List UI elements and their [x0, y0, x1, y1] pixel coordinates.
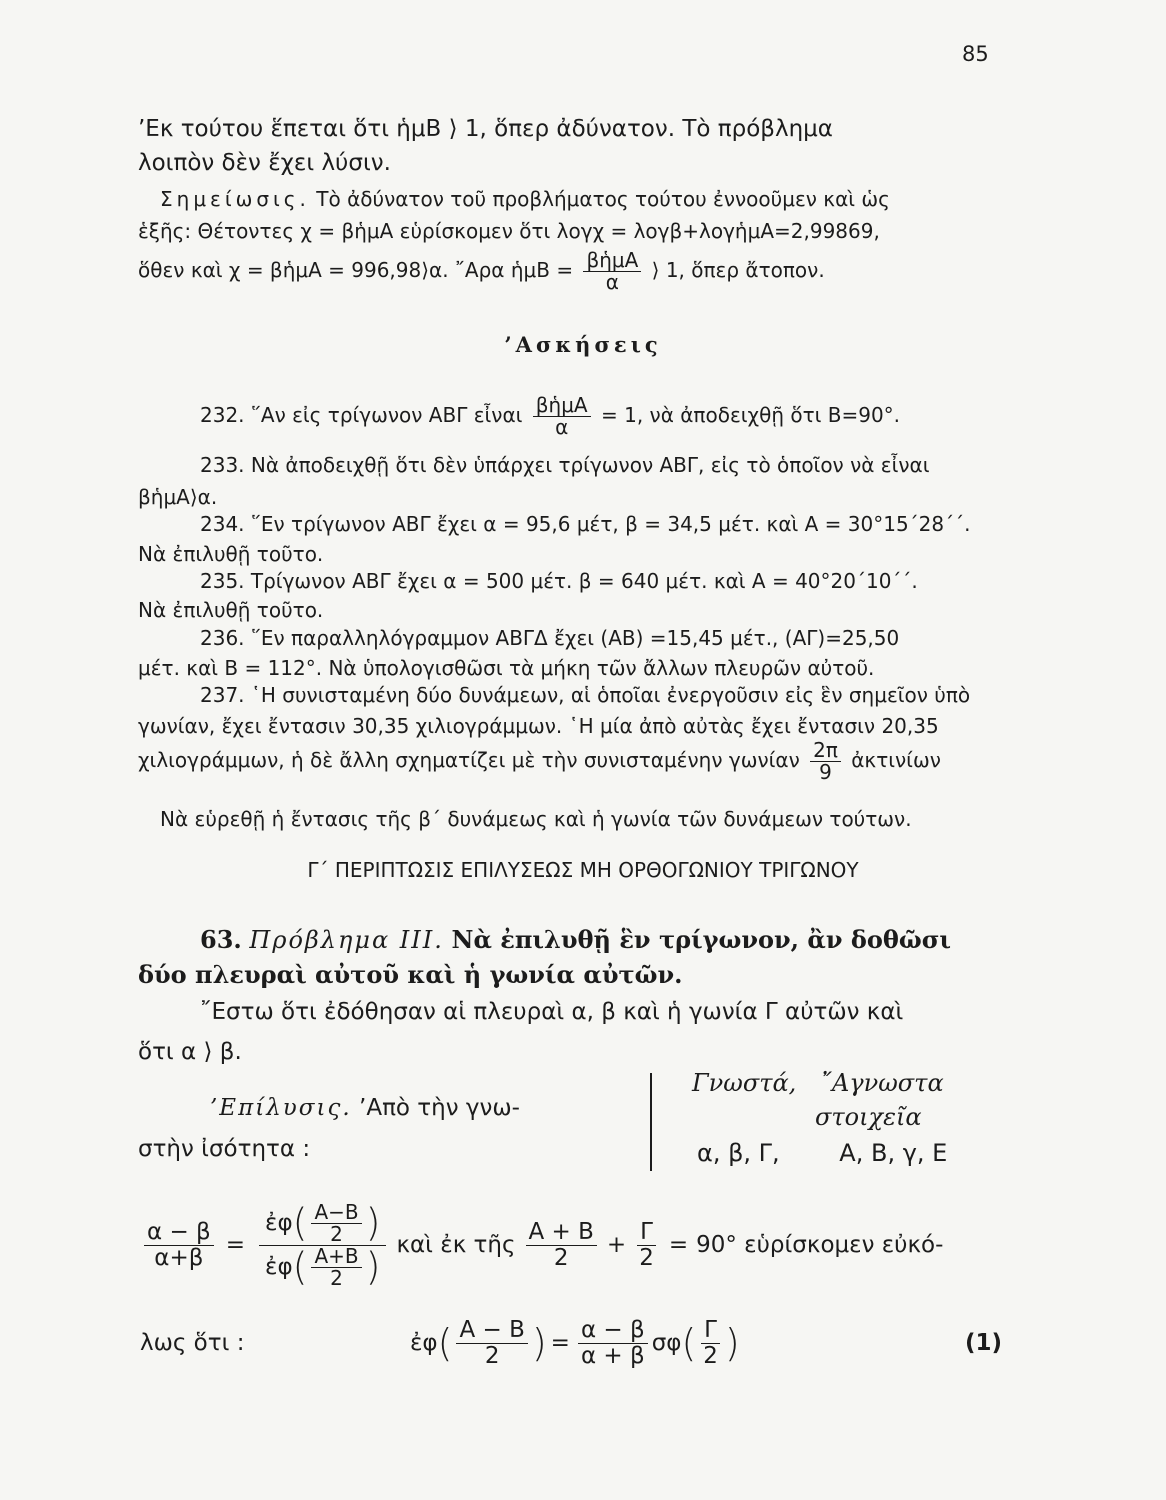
equals-sign: =: [668, 1232, 689, 1258]
exercise-236-line: μέτ. καὶ Β = 112°. Νὰ ὑπολογισθῶσι τὰ μήκη τῶν ἄλλων πλευρῶν αὐτοῦ.: [138, 656, 875, 680]
denominator: 2: [703, 1342, 718, 1369]
note-text: ⟩ 1, ὅπερ ἄτοπον.: [651, 258, 825, 282]
denominator: 2: [330, 1265, 343, 1290]
note-text: Τὸ ἀδύνατον τοῦ προβλήματος τούτου ἐννοοῦμεν καὶ ὡς: [316, 187, 890, 211]
problem-label: Πρόβλημα ΙΙΙ.: [249, 926, 444, 954]
formula-text: καὶ ἐκ τῆς: [396, 1232, 516, 1258]
denominator: α: [605, 270, 619, 294]
fraction: [311, 1199, 361, 1246]
equation-tag: (1): [964, 1330, 1002, 1356]
fraction: [810, 740, 841, 783]
cot-symbol: σφ: [651, 1330, 682, 1356]
table-values: [697, 1138, 947, 1168]
fraction: [526, 1220, 597, 1269]
exercise-234-line: 234. ῞Εν τρίγωνον ΑΒΓ ἔχει α = 95,6 μέτ, β = 34,5 μέτ. καὶ Α = 30°15΄28΄΄.: [200, 512, 971, 536]
exercise-text: 232. ῞Αν εἰς τρίγωνον ΑΒΓ εἶναι: [200, 403, 523, 427]
problem-text: δύο πλευραὶ αὐτοῦ καὶ ἡ γωνία αὐτῶν.: [138, 960, 683, 989]
equals-sign: =: [550, 1330, 570, 1356]
given-line: ὅτι α ⟩ β.: [138, 1039, 242, 1065]
unknown-header: ῎Αγνωστα: [819, 1069, 944, 1097]
solution-line: [210, 1093, 520, 1123]
numerator: 2π: [810, 740, 841, 762]
table-subheader: στοιχεῖα: [815, 1103, 922, 1131]
numerator: Γ: [637, 1220, 656, 1245]
fraction: [144, 1220, 214, 1269]
tangent-numerator: ἐφ( $\frac{A-B}{2}$ ): [259, 1202, 386, 1246]
denominator: α + β: [580, 1342, 645, 1369]
solution-label: ’Επίλυσις.: [210, 1095, 352, 1121]
exercise-233-line: 233. Νὰ ἀποδειχθῇ ὅτι δὲν ὑπάρχει τρίγωνον ΑΒΓ, εἰς τὸ ὁποῖον νὰ εἶναι: [200, 453, 930, 477]
denominator: 2: [330, 1221, 343, 1246]
exercise-234-line: Νὰ ἐπιλυθῇ τοῦτο.: [138, 542, 324, 566]
known-header: Γνωστά,: [692, 1069, 797, 1097]
exercise-237-line: Νὰ εὑρεθῇ ἡ ἔντασις τῆς β΄ δυνάμεως καὶ ἡ γωνία τῶν δυνάμεων τούτων.: [160, 807, 912, 831]
tan-symbol: ἐφ: [410, 1330, 438, 1356]
tan-symbol: ἐφ: [265, 1209, 293, 1236]
exercise-237-line: 237. ῾Η συνισταμένη δύο δυνάμεων, αἱ ὁποῖαι ἐνεργοῦσιν εἰς ἓν σημεῖον ὑπὸ: [200, 683, 971, 707]
denominator: 2: [553, 1244, 569, 1271]
exercise-text: ἀκτινίων: [851, 748, 941, 772]
problem-title: [200, 925, 951, 955]
problem-number: 63.: [200, 925, 242, 954]
formula-text: 90° εὑρίσκομεν εὐκό-: [696, 1232, 944, 1258]
table-divider: [650, 1073, 652, 1171]
equals-sign: =: [225, 1232, 246, 1258]
known-values: α, β, Γ,: [697, 1139, 780, 1167]
numerator: α − β: [578, 1318, 648, 1343]
denominator: 9: [819, 760, 832, 784]
exercise-text: χιλιογράμμων, ἡ δὲ ἄλλη σχηματίζει μὲ τὴν συνισταμένην γωνίαν: [138, 748, 800, 772]
solution-text: ’Απὸ τὴν γνω-: [359, 1095, 520, 1121]
denominator: 2: [484, 1342, 500, 1369]
exercise-232: [200, 395, 900, 438]
plus-sign: +: [606, 1232, 627, 1258]
numerator: βἡμΑ: [533, 395, 591, 417]
note-text: ὅθεν καὶ χ = βἡμΑ = 996,98⟩α. ῎Αρα ἡμΒ =: [138, 258, 574, 282]
unknown-values: Α, Β, γ, Ε: [839, 1139, 948, 1167]
fraction: [456, 1318, 527, 1367]
note-line: ἑξῆς: Θέτοντες χ = βἡμΑ εὑρίσκομεν ὅτι λογχ = λογβ+λογἡμΑ=2,99869,: [138, 219, 880, 243]
tangent-ratio: [259, 1199, 386, 1290]
fraction: [583, 250, 641, 293]
formula-1: λως ὅτι : ἐφ ( $\frac{A - B}{2}$ ) = $\frac{\alpha - \beta}{\alpha + \beta}$ σφ ( $\frac{\Gamma}{2}$ ) (1): [140, 1317, 1002, 1369]
tan-symbol: ἐφ: [265, 1253, 293, 1280]
numerator: Α−Β: [311, 1202, 361, 1224]
numerator: Α − Β: [456, 1318, 527, 1343]
note-line: [160, 184, 890, 214]
numerator: βἡμΑ: [583, 250, 641, 272]
fraction: [700, 1318, 721, 1367]
note-label: Σημείωσις.: [160, 187, 310, 211]
fraction: [533, 395, 591, 438]
given-line: ῎Εστω ὅτι ἐδόθησαν αἱ πλευραὶ α, β καὶ ἡ γωνία Γ αὐτῶν καὶ: [200, 999, 904, 1025]
table-header: [692, 1068, 944, 1098]
numerator: α − β: [144, 1220, 214, 1245]
fraction: [311, 1243, 361, 1290]
tangent-denominator: ἐφ( $\frac{A+B}{2}$ ): [265, 1243, 381, 1290]
fraction: [578, 1318, 648, 1367]
denominator: α+β: [154, 1244, 204, 1271]
paragraph-line: ’Εκ τούτου ἕπεται ὅτι ἡμΒ ⟩ 1, ὅπερ ἀδύνατον. Τὸ πρόβλημα: [138, 116, 833, 142]
paragraph-line: λοιπὸν δὲν ἔχει λύσιν.: [138, 150, 391, 176]
page-number: 85: [962, 42, 989, 66]
solution-line: στὴν ἰσότητα :: [138, 1136, 311, 1162]
exercises-heading: ’Ασκήσεις: [504, 332, 662, 357]
fraction: [636, 1220, 657, 1269]
section-heading: Γ΄ ΠΕΡΙΠΤΩΣΙΣ ΕΠΙΛΥΣΕΩΣ ΜΗ ΟΡΘΟΓΩΝΙΟΥ ΤΡΙΓΩΝΟΥ: [307, 858, 859, 882]
formula-text: λως ὅτι :: [140, 1330, 245, 1356]
problem-text: Νὰ ἐπιλυθῇ ἓν τρίγωνον, ἂν δοθῶσι: [451, 925, 952, 954]
note-line: [138, 250, 825, 293]
exercise-237-line: [138, 740, 941, 783]
formula-tangent-law: [140, 1190, 943, 1300]
exercise-235-line: 235. Τρίγωνον ΑΒΓ ἔχει α = 500 μέτ. β = 640 μέτ. καὶ Α = 40°20΄10΄΄.: [200, 569, 918, 593]
exercise-235-line: Νὰ ἐπιλυθῇ τοῦτο.: [138, 598, 324, 622]
numerator: Α+Β: [311, 1246, 361, 1268]
exercise-236-line: 236. ῞Εν παραλληλόγραμμον ΑΒΓΔ ἔχει (ΑΒ) =15,45 μέτ., (ΑΓ)=25,50: [200, 626, 900, 650]
numerator: Γ: [701, 1318, 720, 1343]
exercise-233-line: βἡμΑ⟩α.: [138, 485, 218, 509]
numerator: Α + Β: [526, 1220, 597, 1245]
exercise-237-line: γωνίαν, ἔχει ἔντασιν 30,35 χιλιογράμμων. ῾Η μία ἀπὸ αὐτὰς ἔχει ἔντασιν 20,35: [138, 714, 939, 738]
denominator: 2: [639, 1244, 654, 1271]
denominator: α: [555, 415, 569, 439]
exercise-text: = 1, νὰ ἀποδειχθῇ ὅτι Β=90°.: [600, 403, 901, 427]
